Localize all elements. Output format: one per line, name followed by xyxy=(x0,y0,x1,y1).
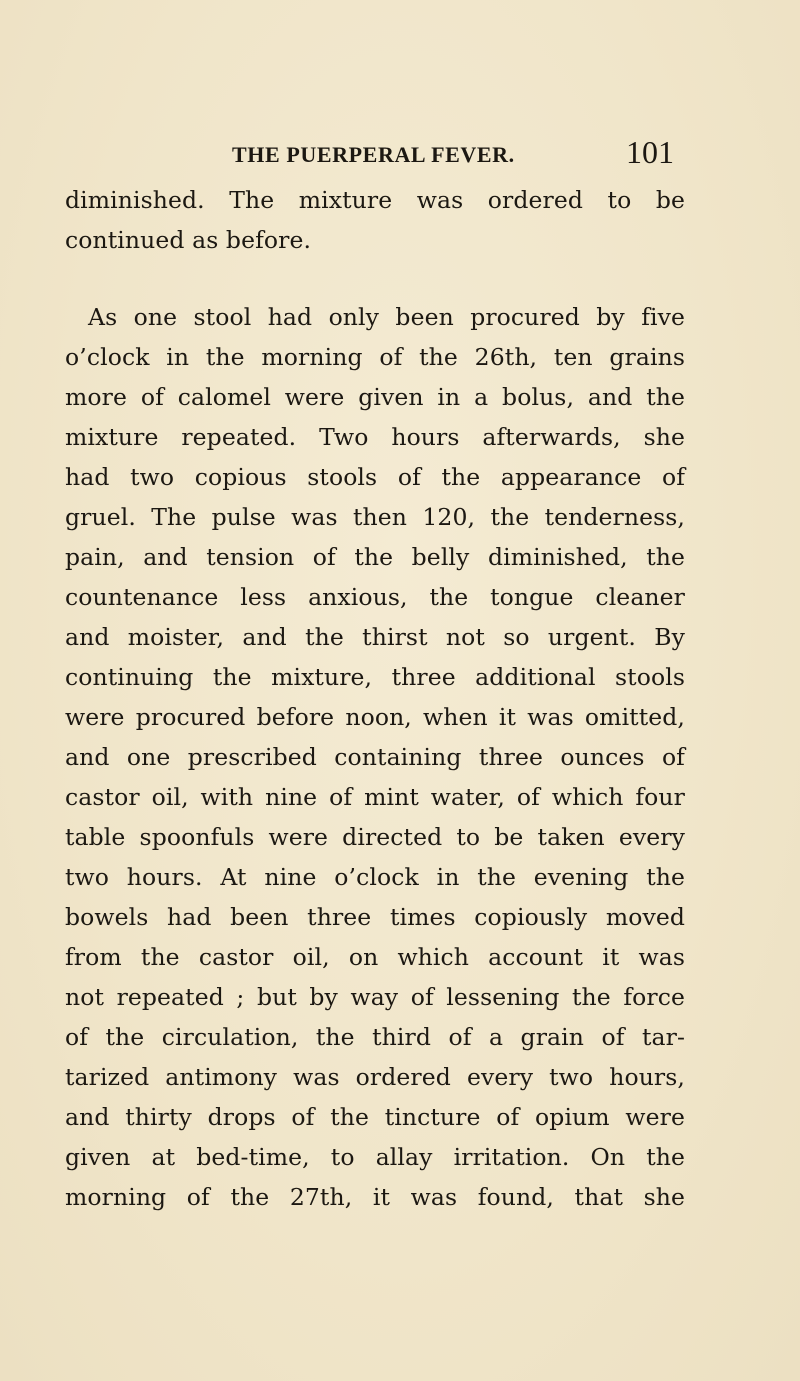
text-line: tarized antimony was ordered every two hours, xyxy=(65,1063,685,1091)
text-line: of the circulation, the third of a grain of tar- xyxy=(65,1023,685,1051)
text-line: countenance less anxious, the tongue cleaner xyxy=(65,583,685,611)
paragraph-spacer xyxy=(65,260,685,297)
text-line: and one prescribed containing three ounces of xyxy=(65,743,685,771)
text-line: mixture repeated. Two hours afterwards, she xyxy=(65,423,685,451)
body-text xyxy=(65,180,685,1217)
text-line: continued as before. xyxy=(65,226,312,254)
text-line: gruel. The pulse was then 120, the tenderness, xyxy=(65,503,685,531)
text-line: and thirty drops of the tincture of opium were xyxy=(65,1103,685,1131)
text-line: castor oil, with nine of mint water, of which four xyxy=(65,783,685,811)
text-line: two hours. At nine o’clock in the evening the xyxy=(65,863,685,891)
text-line: morning of the 27th, it was found, that she xyxy=(65,1183,685,1211)
text-line: and moister, and the thirst not so urgent. By xyxy=(65,623,685,651)
text-line: o’clock in the morning of the 26th, ten grains xyxy=(65,343,685,371)
text-line: As one stool had only been procured by five xyxy=(88,303,685,331)
text-line: from the castor oil, on which account it was xyxy=(65,943,685,971)
paragraph xyxy=(65,180,685,260)
text-line: had two copious stools of the appearance of xyxy=(65,463,685,491)
text-line: given at bed-time, to allay irritation. On the xyxy=(65,1143,685,1171)
text-line: more of calomel were given in a bolus, and the xyxy=(65,383,685,411)
page-number: 101 xyxy=(626,134,674,170)
text-line: diminished. The mixture was ordered to be xyxy=(65,186,685,214)
paragraph xyxy=(65,297,685,1217)
text-line: bowels had been three times copiously moved xyxy=(65,903,685,931)
text-line: continuing the mixture, three additional stools xyxy=(65,663,685,691)
text-line: pain, and tension of the belly diminished, the xyxy=(65,543,685,571)
text-line: table spoonfuls were directed to be taken every xyxy=(65,823,685,851)
text-line: not repeated ; but by way of lessening the force xyxy=(65,983,685,1011)
text-line: were procured before noon, when it was omitted, xyxy=(65,703,685,731)
running-title: THE PUERPERAL FEVER. xyxy=(232,142,515,167)
running-head xyxy=(0,134,800,174)
